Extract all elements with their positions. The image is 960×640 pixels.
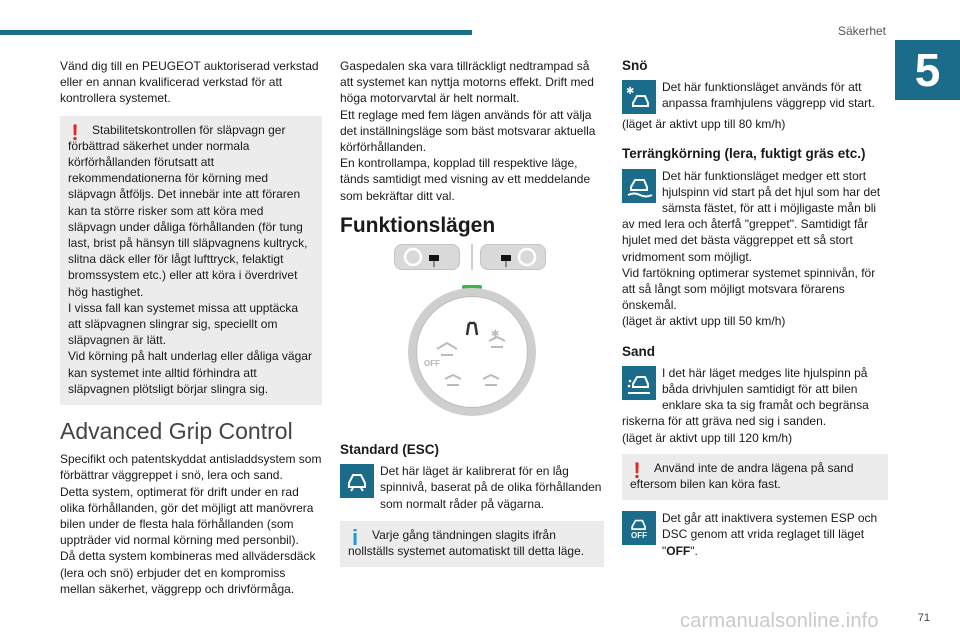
switch-divider — [471, 244, 473, 270]
snowflake-car-icon — [622, 80, 656, 114]
selector-text: Ett reglage med fem lägen används för att välja det inställningsläge som bäst motsvarar aktuella körförhållanden. — [340, 107, 596, 155]
standard-block — [340, 463, 604, 512]
terrain-text-2: Vid fartökning optimerar systemet spinnivån, för att så långt som möjligt motsvara förarens önskemål. — [622, 265, 876, 313]
grip-selector-figure — [340, 244, 604, 434]
off-text-c: ". — [690, 543, 698, 558]
info-text: Varje gång tändningen slagits ifrån nollställs systemet automatiskt till detta läge. — [348, 527, 585, 559]
watermark: carmanualsonline.info — [680, 610, 879, 632]
off-text — [622, 510, 888, 559]
column-2 — [340, 58, 604, 567]
warning-icon: ! — [633, 457, 641, 483]
svg-text:✱: ✱ — [491, 329, 500, 341]
top-rule — [0, 30, 472, 35]
standard-text: Det här läget är kalibrerat för en låg spinnivå, baserat på de olika förhållanden som normalt råder på vägarna. — [380, 464, 602, 511]
snow-note: (läget är aktivt upp till 80 km/h) — [622, 117, 786, 132]
info-box — [340, 521, 604, 567]
terrain-text: Det här funktionsläget medger ett stort hjulspinn vid start på det hjul som har det sämsta fästet, för att i möjligaste mån bli av med lera och återfå "greppet". Samtidigt får hjulet med det bästa väggreppet ett så stort vridmoment som möjligt. — [622, 168, 881, 264]
sand-text: I det här läget medges lite hjulspinn på båda drivhjulen samtidigt för att bilen enklare ska ta sig framåt och begränsa riskerna för att gräva ned sig i sanden. — [622, 365, 869, 429]
column-1 — [60, 58, 322, 597]
sand-block — [622, 365, 888, 430]
warning-text-2: I vissa fall kan systemet missa att upptäcka att släpvagnen slingrar sig, speciellt om släpvagnen är lätt. — [68, 300, 299, 348]
car-skid-icon — [340, 464, 374, 498]
info-icon: i — [351, 524, 359, 550]
off-text-bold: OFF — [666, 543, 691, 558]
warning-text-3: Vid körning på halt underlag eller dåliga vägar kan systemet inte alltid förhindra att släpvagnen plötsligt börjar slingra sig. — [68, 349, 312, 396]
snow-block — [622, 79, 888, 116]
standard-heading: Standard (ESC) — [340, 442, 440, 458]
selector-knob[interactable] — [416, 296, 528, 408]
intro-text: Vänd dig till en PEUGEOT auktoriserad verkstad eller en annan kvalificerad verkstad för att kontrollera systemet. — [60, 59, 319, 106]
modes-heading: Funktionslägen — [340, 213, 496, 237]
warning-icon: ! — [71, 119, 79, 145]
off-text-a: Det går att inaktivera systemen ESP och DSC genom att vrida reglaget till läget " — [662, 511, 878, 558]
chapter-tab: 5 — [895, 40, 960, 100]
snow-text: Det här funktionsläget används för att anpassa framhjulens väggrepp vid start. — [662, 80, 875, 111]
knob-off-label: OFF — [424, 359, 440, 369]
snow-heading: Snö — [622, 58, 648, 73]
terrain-block — [622, 168, 888, 265]
section-title: Säkerhet — [837, 24, 886, 38]
off-icon-label: OFF — [631, 530, 647, 540]
warning-text: Stabilitetskontrollen för släpvagn ger förbättrad säkerhet under normala körförhållanden förutsatt att rekommendationerna för körning med släpvagn åtföljs. Det innebär inte att föraren kan ta större risker som att köra med släpvagn under dåliga förhållanden (för tung last, brist på hänsyn till släpvagnens kultryck, slitna däck eller för lågt lufttryck, felaktigt bromssystem etc.) eller att köra i överdrivet hög hastighet. — [68, 122, 308, 299]
terrain-heading: Terrängkörning (lera, fuktigt gräs etc.) — [622, 146, 866, 162]
svg-text:✱: ✱ — [626, 86, 635, 98]
column-3 — [622, 58, 888, 559]
throttle-text: Gaspedalen ska vara tillräckligt nedtrampad så att systemet kan nyttja motorns effekt. Drift med höga motorvarvtal är helt normalt. — [340, 59, 594, 106]
steering-switch-right — [480, 244, 546, 270]
terrain-note: (läget är aktivt upp till 50 km/h) — [622, 314, 786, 329]
mud-car-icon — [622, 169, 656, 203]
grip-text-2: Detta system, optimerat för drift under en rad olika förhållanden, gör det möjligt att manövrera bilen under de flesta hala förhållanden (som uppträder vid normal körning med personbil). — [60, 484, 314, 548]
steering-switch-left — [394, 244, 460, 270]
sand-car-icon — [622, 366, 656, 400]
page-number: 71 — [917, 612, 930, 624]
off-block — [622, 510, 888, 559]
off-car-icon — [622, 511, 656, 545]
sand-warning-text: Använd inte de andra lägena på sand eftersom bilen kan köra fast. — [630, 460, 854, 492]
sand-warning-box — [622, 454, 888, 500]
sand-heading: Sand — [622, 343, 656, 359]
grip-text-1: Specifikt och patentskyddat antisladdsystem som förbättrar väggreppet i snö, lera och sand. — [60, 452, 322, 483]
grip-control-heading: Advanced Grip Control — [60, 418, 293, 445]
warning-box — [60, 116, 322, 405]
indicator-text: En kontrollampa, kopplad till respektive läge, tänds samtidigt med visning av ett meddelande som bekräftar ditt val. — [340, 156, 591, 203]
grip-text-3: Då detta system kombineras med allvädersdäck (lera och snö) erbjuder det en kompromiss mellan säkerhet, väggrepp och drivförmåga. — [60, 549, 316, 596]
sand-note: (läget är aktivt upp till 120 km/h) — [622, 430, 793, 445]
